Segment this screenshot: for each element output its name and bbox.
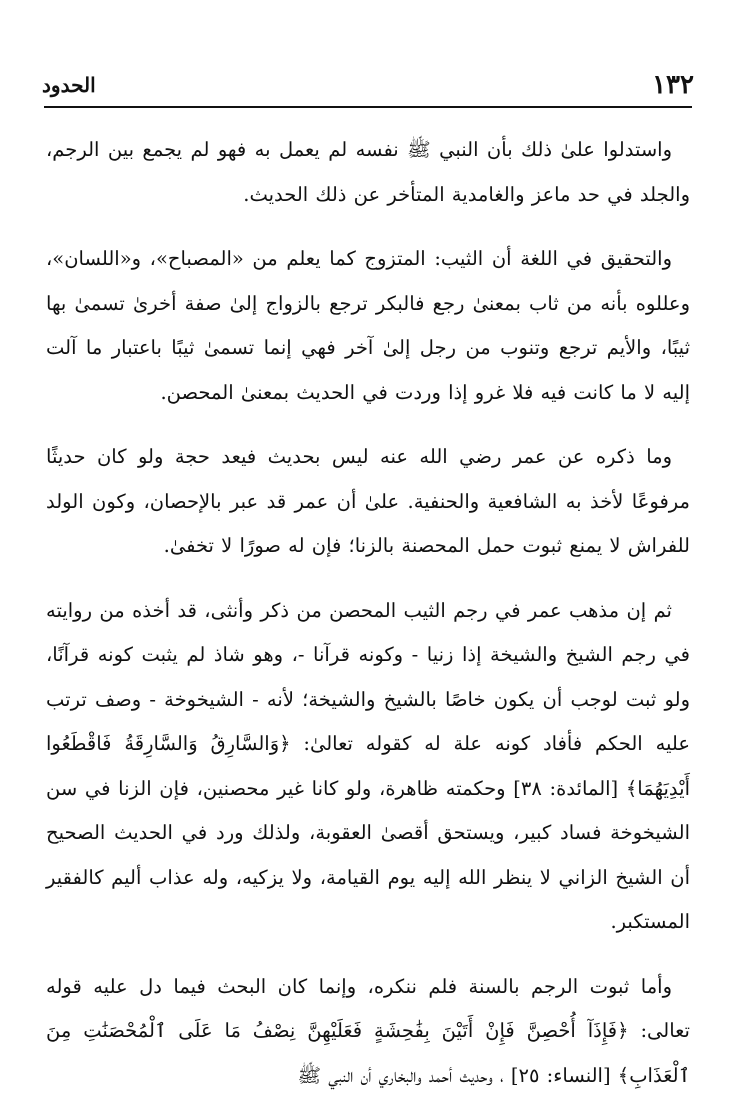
chapter-title: الحدود [42, 73, 96, 97]
page-number: ١٣٢ [652, 70, 694, 100]
paragraph-5: وأما ثبوت الرجم بالسنة فلم ننكره، وإنما كان البحث فيما دل عليه قوله تعالى: ﴿فَإِذَآ أُحْصِنَّ فَإِنْ أَتَيْنَ بِفَٰحِشَةٍ فَعَلَيْهِنَّ نِصْفُ مَا عَلَى ٱلْمُحْصَنَٰتِ مِنَ ٱلْعَذَابِ﴾ [النساء: ٢٥] ، وحديث أحمد والبخاري أن النبي ﷺ [46, 974, 690, 1087]
paragraph-4: ثم إن مذهب عمر في رجم الثيب المحصن من ذكر وأنثى، قد أخذه من روايته في رجم الشيخ والشيخة إذا زنيا - وكونه قرآنا -، وهو شاذ لم يثبت كونه قرآنًا، ولو ثبت لوجب أن يكون خاصًا بالشيخ والشيخة؛ لأنه - الشيخوخة - وصف ترتب عليه الحكم فأفاد كونه علة له كقوله تعالىٰ: ﴿وَالسَّارِقُ وَالسَّارِقَةُ فَاقْطَعُوا أَيْدِيَهُمَا﴾ [المائدة: ٣٨] وحكمته ظاهرة، ولو كانا غير محصنين، فإن الزنا في سن الشيخوخة فساد كبير، ويستحق أقصىٰ العقوبة، ولذلك ورد في الحديث الصحيح أن الشيخ الزاني لا ينظر الله إليه يوم القيامة، ولا يزكيه، وله عذاب أليم كالفقير المستكبر. [46, 598, 690, 933]
paragraph-2: والتحقيق في اللغة أن الثيب: المتزوج كما يعلم من «المصباح»، و«اللسان»، وعللوه بأنه من ثاب بمعنىٰ رجع فالبكر ترجع بالزواج إلىٰ صفة أخرىٰ تسمىٰ بها ثيبًا، والأيم ترجع وتنوب من رجل إلىٰ آخر فهي إنما تسمىٰ ثيبًا باعتبار ما آلت إليه لا ما كانت فيه فلا غرو إذا وردت في الحديث بمعنىٰ المحصن. [46, 247, 690, 404]
paragraph-1: واستدلوا علىٰ ذلك بأن النبي ﷺ نفسه لم يعمل به فهو لم يجمع بين الرجم، والجلد في حد ماعز والغامدية المتأخر عن ذلك الحديث. [46, 138, 690, 206]
body-text [46, 128, 690, 1118]
header-divider [44, 106, 692, 108]
paragraph-3: وما ذكره عن عمر رضي الله عنه ليس بحديث فيعد حجة ولو كان حديثًا مرفوعًا لأخذ به الشافعية والحنفية. علىٰ أن عمر قد عبر بالإحصان، وكون الولد للفراش لا يمنع ثبوت حمل المحصنة بالزنا؛ فإن له صورًا لا تخفىٰ. [46, 445, 690, 557]
running-header [42, 62, 694, 102]
